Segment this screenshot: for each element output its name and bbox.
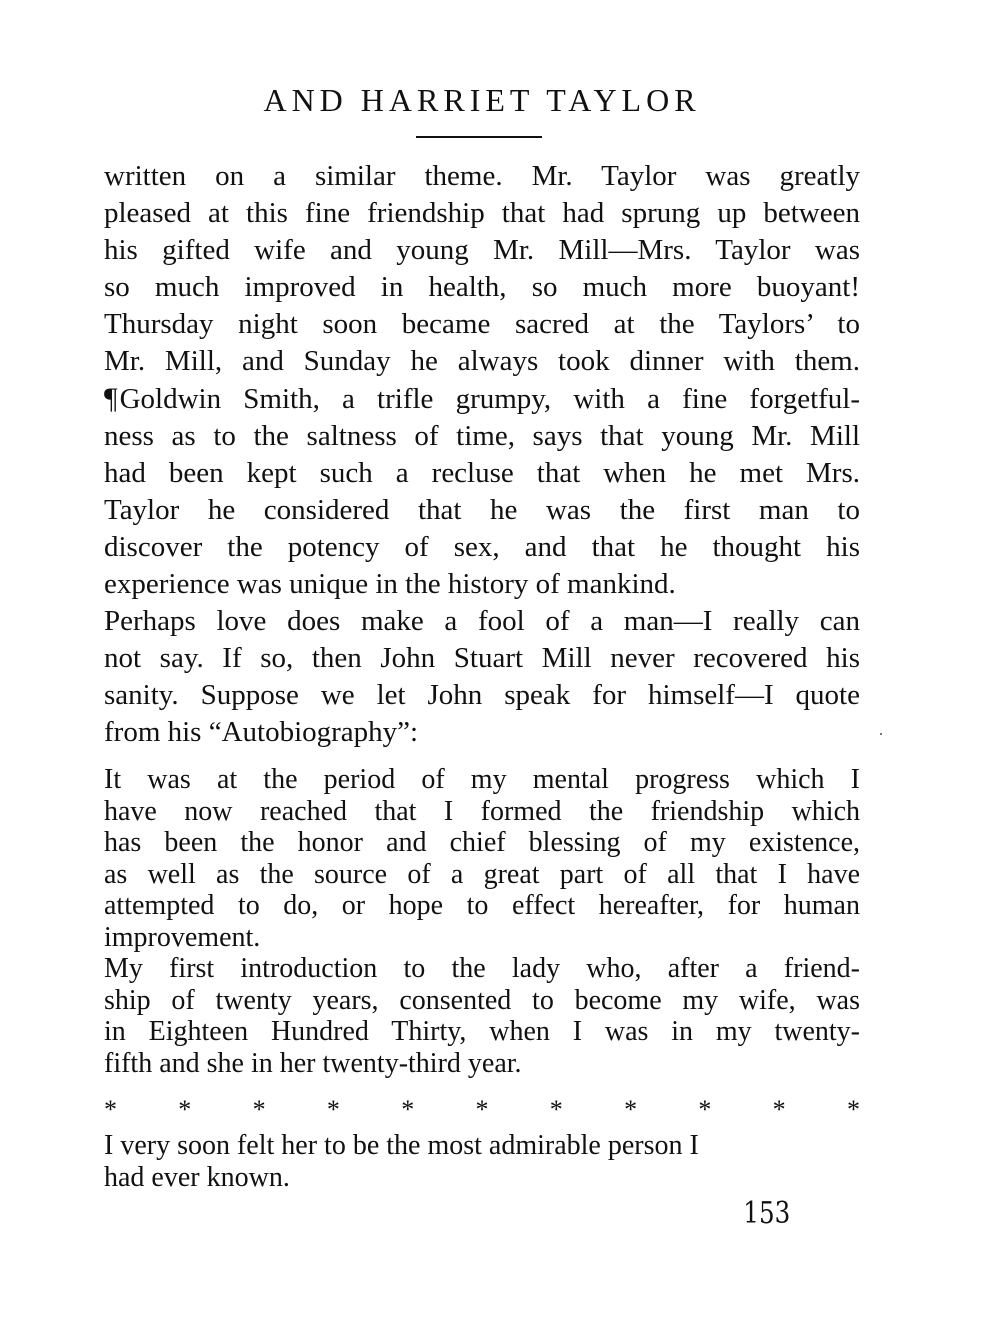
separator-asterisk: *	[698, 1095, 712, 1124]
quote-line: ship of twenty years, consented to become my wife, was	[104, 984, 860, 1016]
closing-quote	[104, 1130, 860, 1193]
page-number: 153	[743, 1196, 790, 1231]
separator-asterisk: *	[178, 1095, 192, 1124]
quote-line: as well as the source of a great part of all that I have	[104, 858, 860, 890]
quote-line: have now reached that I formed the friendship which	[104, 795, 860, 827]
text-line: sanity. Suppose we let John speak for himself—I quote	[104, 679, 860, 711]
text-line: so much improved in health, so much more buoyant!	[104, 271, 860, 303]
quote-line: attempted to do, or hope to effect hereafter, for human	[104, 890, 860, 921]
separator-asterisk: *	[252, 1095, 266, 1124]
separator-asterisk: *	[624, 1095, 638, 1124]
text-line: not say. If so, then John Stuart Mill never recovered his	[104, 642, 860, 674]
text-line: discover the potency of sex, and that he thought his	[104, 531, 860, 563]
separator-asterisk: *	[401, 1095, 415, 1124]
quote-line: It was at the period of my mental progress which I	[104, 764, 860, 795]
quote-line: had ever known.	[104, 1161, 290, 1193]
separator-asterisk: *	[104, 1095, 117, 1124]
quote-line: in Eighteen Hundred Thirty, when I was in my twenty-	[104, 1016, 860, 1047]
text-line: from his “Autobiography”:	[104, 716, 419, 748]
text-line: experience was unique in the history of mankind.	[104, 568, 676, 600]
separator-asterisk: *	[846, 1095, 860, 1124]
quote-line: has been the honor and chief blessing of my existence,	[104, 827, 860, 858]
separator-asterisk: *	[326, 1095, 340, 1124]
body-text	[104, 158, 860, 751]
block-quote	[104, 764, 860, 1079]
text-line: Taylor he considered that he was the first man to	[104, 494, 860, 526]
separator-asterisk: *	[549, 1095, 563, 1124]
separator-asterisk: *	[475, 1095, 489, 1124]
text-line: Mr. Mill, and Sunday he always took dinner with them.	[104, 345, 860, 377]
text-line	[104, 380, 860, 418]
quote-line: I very soon felt her to be the most admirable person I	[104, 1130, 699, 1161]
quote-line: My first introduction to the lady who, after a friend-	[104, 953, 860, 984]
separator-asterisk: *	[772, 1095, 786, 1124]
text-line: written on a similar theme. Mr. Taylor was greatly	[104, 160, 860, 192]
quote-line: fifth and she in her twenty-third year.	[104, 1047, 522, 1079]
text-line: ness as to the saltness of time, says that young Mr. Mill	[104, 420, 860, 452]
running-head: AND HARRIET TAYLOR	[263, 82, 701, 118]
quote-line: improvement.	[104, 921, 261, 953]
head-rule	[416, 136, 542, 138]
text-line: had been kept such a recluse that when he met Mrs.	[104, 457, 860, 489]
text-line: pleased at this fine friendship that had sprung up between	[104, 197, 860, 229]
text-line: Thursday night soon became sacred at the Taylors’ to	[104, 308, 860, 340]
pilcrow-mark: ¶	[104, 382, 118, 415]
print-speck	[880, 733, 882, 735]
section-separator	[104, 1095, 860, 1125]
text-line: Perhaps love does make a fool of a man—I really can	[104, 605, 860, 637]
text-line-content: Goldwin Smith, a trifle grumpy, with a fine forgetful-	[119, 383, 860, 415]
text-line: his gifted wife and young Mr. Mill—Mrs. Taylor was	[104, 234, 860, 266]
